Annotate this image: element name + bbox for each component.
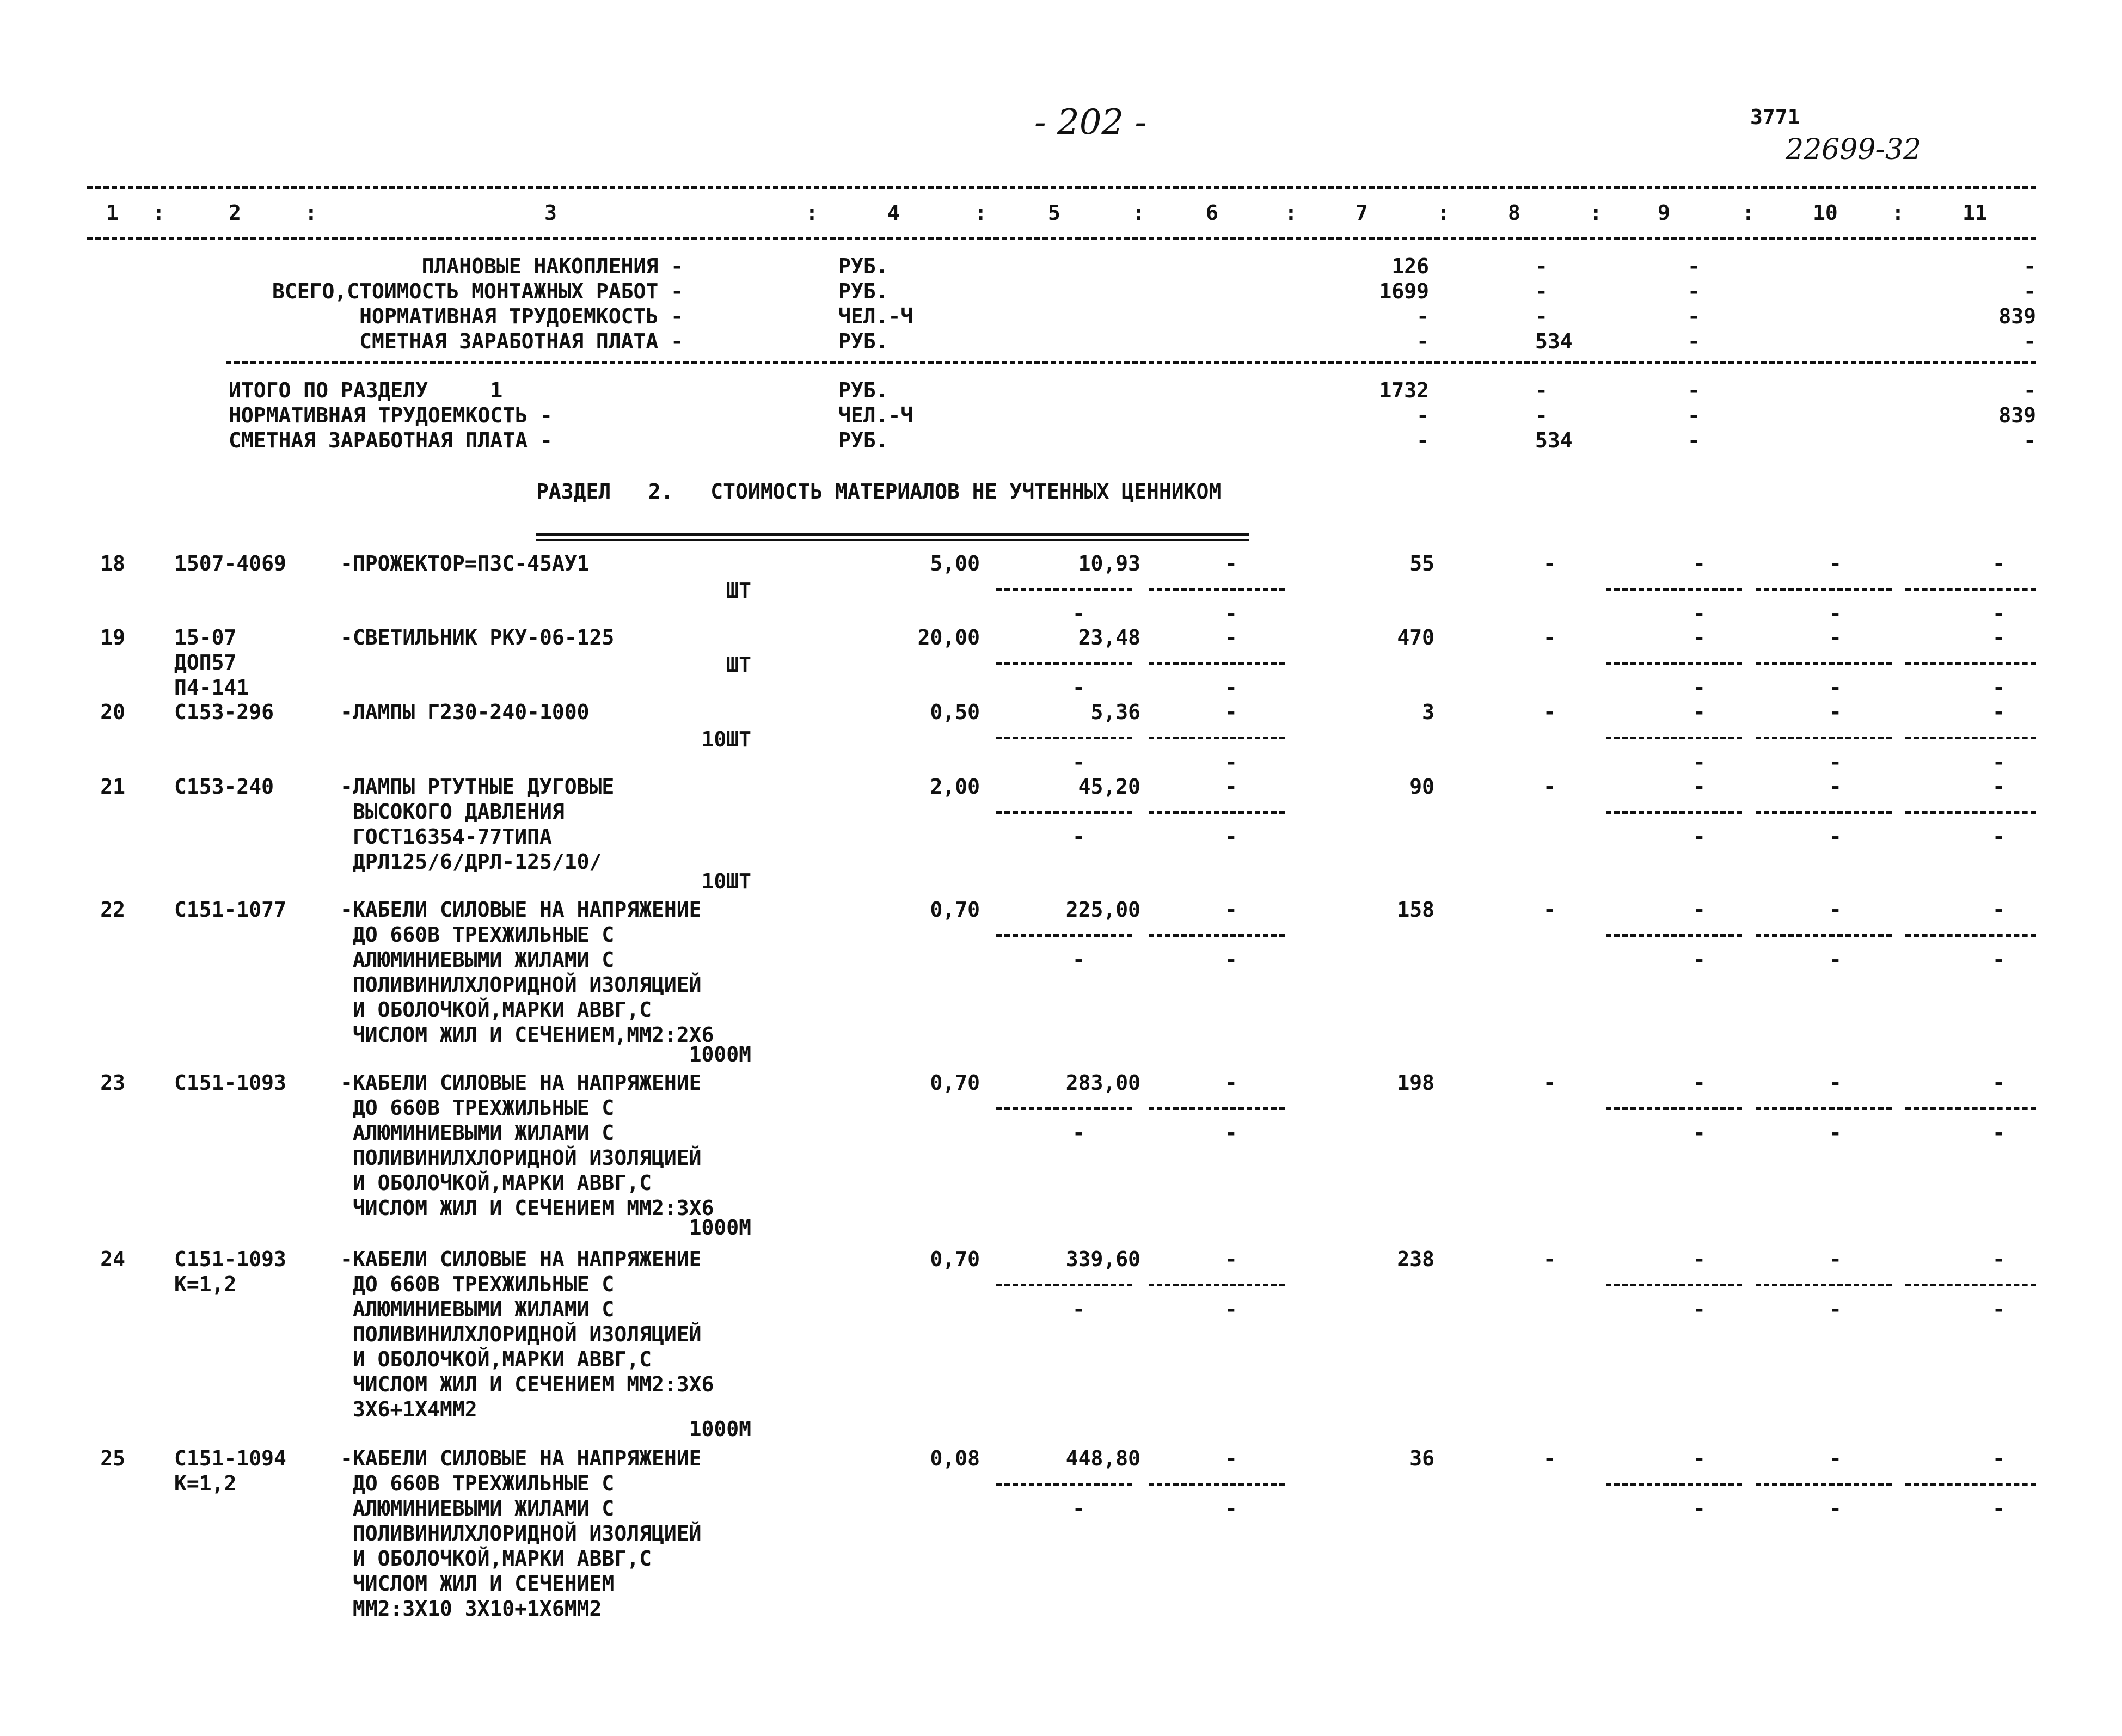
item-description: ВЫСОКОГО ДАВЛЕНИЯ [340,800,565,824]
item-col10: - [1829,700,1842,724]
item-rule-price [996,662,1132,665]
item-price-code: 15-07 [174,625,237,649]
section-title-underline [536,533,1249,541]
item-price-code: П4-141 [174,676,249,700]
item-rule-col11 [1905,1483,2036,1486]
summary_rows-col11: - [2023,279,2036,303]
summary_rows-col9: - [1688,279,1700,303]
item-description: -КАБЕЛИ СИЛОВЫЕ НА НАПРЯЖЕНИЕ [340,898,702,922]
section-title: РАЗДЕЛ 2. СТОИМОСТЬ МАТЕРИАЛОВ НЕ УЧТЕННЫХ ЦЕННИКОМ [536,480,1222,504]
item-rule-price [996,1284,1132,1286]
item-description: И ОБОЛОЧКОЙ,МАРКИ АВВГ,С [340,998,652,1022]
item-unit-price: 10,93 [1078,551,1140,575]
item-col8: - [1543,700,1556,724]
total_rows-unit: ЧЕЛ.-Ч [838,403,913,427]
item-col10: - [1829,775,1842,799]
item-col6: - [1225,1247,1237,1271]
summary_rows-col8: 534 [1535,329,1573,353]
item-lower-dash: - [1992,602,2005,625]
column-separator: : [1742,201,1755,225]
item-lower-dash: - [1829,1121,1842,1145]
item-rule-col9 [1606,1284,1742,1286]
item-description: И ОБОЛОЧКОЙ,МАРКИ АВВГ,С [340,1547,652,1571]
summary_rows-col11: - [2023,329,2036,353]
summary_rows-col7: 126 [1391,254,1429,278]
summary_rows-unit: РУБ. [838,329,888,353]
item-quantity: 0,70 [930,898,980,922]
item-lower-dash: - [1829,825,1842,849]
item-rule-col10 [1756,811,1892,814]
item-number: 22 [100,898,125,922]
column-header-8: 8 [1508,201,1520,225]
item-unit-price: 225,00 [1065,898,1140,922]
item-description: ПОЛИВИНИЛХЛОРИДНОЙ ИЗОЛЯЦИЕЙ [340,1522,702,1545]
item-rule-col11 [1905,1284,2036,1286]
item-quantity: 0,70 [930,1071,980,1095]
item-lower-dash: - [1225,750,1237,774]
item-rule-price [996,588,1132,591]
item-rule-col10 [1756,1107,1892,1110]
item-rule-col6 [1149,588,1285,591]
column-separator: : [305,201,317,225]
total_rows-label: НОРМАТИВНАЯ ТРУДОЕМКОСТЬ - [229,403,553,427]
summary_rows-col9: - [1688,304,1700,328]
item-price-code: К=1,2 [174,1471,237,1495]
item-description: -ЛАМПЫ РТУТНЫЕ ДУГОВЫЕ [340,775,615,799]
item-price-code: С151-1093 [174,1071,286,1095]
item-unit: ШТ [726,653,751,677]
item-col8: - [1543,775,1556,799]
item-lower-dash: - [1072,750,1085,774]
item-lower-dash: - [1225,825,1237,849]
item-rule-col9 [1606,1483,1742,1486]
item-quantity: 0,70 [930,1247,980,1271]
column-header-3: 3 [544,201,557,225]
item-col9: - [1693,1446,1706,1470]
item-price-code: С151-1094 [174,1446,286,1470]
total_rows-col11: 839 [1998,403,2036,427]
item-rule-col6 [1149,1483,1285,1486]
total_rows-col9: - [1688,378,1700,402]
item-lower-dash: - [1225,1297,1237,1321]
summary_rows-col7: - [1416,304,1429,328]
item-description: ГОСТ16354-77ТИПА [340,825,552,849]
item-lower-dash: - [1072,1297,1085,1321]
total_rows-col7: 1732 [1379,378,1429,402]
item-price-code: С151-1077 [174,898,286,922]
summary_rows-label: НОРМАТИВНАЯ ТРУДОЕМКОСТЬ - [359,304,683,328]
item-lower-dash: - [1992,948,2005,972]
item-quantity: 5,00 [930,551,980,575]
total_rows-col9: - [1688,403,1700,427]
summary_rows-unit: ЧЕЛ.-Ч [838,304,913,328]
item-col8: - [1543,1247,1556,1271]
column-separator: : [1892,201,1904,225]
item-unit: 10ШТ [701,869,751,893]
item-lower-dash: - [1992,825,2005,849]
item-unit-price: 5,36 [1090,700,1140,724]
item-rule-col9 [1606,934,1742,937]
item-lower-dash: - [1693,676,1706,700]
item-lower-dash: - [1992,1121,2005,1145]
item-rule-price [996,811,1132,814]
item-unit-price: 283,00 [1065,1071,1140,1095]
item-total: 470 [1397,625,1434,649]
item-col8: - [1543,1446,1556,1470]
column-header-9: 9 [1658,201,1670,225]
item-rule-col11 [1905,737,2036,739]
item-col9: - [1693,898,1706,922]
item-lower-dash: - [1072,1496,1085,1520]
item-col11: - [1992,1071,2005,1095]
total_rows-label: СМЕТНАЯ ЗАРАБОТНАЯ ПЛАТА - [229,428,553,452]
column-separator: : [1437,201,1450,225]
item-rule-col6 [1149,1284,1285,1286]
header-rule-top [87,186,2036,189]
item-rule-col6 [1149,737,1285,739]
item-col10: - [1829,1446,1842,1470]
item-total: 198 [1397,1071,1434,1095]
item-col6: - [1225,775,1237,799]
item-rule-col11 [1905,588,2036,591]
item-rule-col11 [1905,1107,2036,1110]
item-unit-price: 23,48 [1078,625,1140,649]
summary_rows-label: ПЛАНОВЫЕ НАКОПЛЕНИЯ - [421,254,683,278]
total_rows-col9: - [1688,428,1700,452]
item-lower-dash: - [1693,1121,1706,1145]
subtotal-rule [226,361,2036,364]
item-col11: - [1992,775,2005,799]
item-unit-price: 45,20 [1078,775,1140,799]
item-lower-dash: - [1829,1297,1842,1321]
item-rule-price [996,934,1132,937]
item-description: -КАБЕЛИ СИЛОВЫЕ НА НАПРЯЖЕНИЕ [340,1071,702,1095]
summary_rows-unit: РУБ. [838,254,888,278]
summary_rows-col8: - [1535,304,1548,328]
summary_rows-col11: - [2023,254,2036,278]
item-col8: - [1543,898,1556,922]
item-rule-col10 [1756,1483,1892,1486]
item-unit-price: 448,80 [1065,1446,1140,1470]
item-rule-col9 [1606,737,1742,739]
item-lower-dash: - [1829,676,1842,700]
summary_rows-col7: 1699 [1379,279,1429,303]
item-rule-col9 [1606,1107,1742,1110]
item-lower-dash: - [1693,750,1706,774]
column-header-1: 1 [106,201,119,225]
item-quantity: 0,50 [930,700,980,724]
page-number: - 202 - [1034,102,1147,143]
item-number: 18 [100,551,125,575]
item-number: 21 [100,775,125,799]
item-description: ПОЛИВИНИЛХЛОРИДНОЙ ИЗОЛЯЦИЕЙ [340,973,702,997]
summary_rows-col8: - [1535,254,1548,278]
item-rule-price [996,1107,1132,1110]
document-number: 3771 [1750,105,1800,129]
item-rule-price [996,737,1132,739]
item-col9: - [1693,551,1706,575]
item-rule-col6 [1149,934,1285,937]
item-number: 25 [100,1446,125,1470]
item-rule-col11 [1905,934,2036,937]
item-price-code: С153-240 [174,775,274,799]
item-lower-dash: - [1829,1496,1842,1520]
item-lower-dash: - [1992,750,2005,774]
summary_rows-col8: - [1535,279,1548,303]
item-rule-col11 [1905,662,2036,665]
item-price-code: ДОП57 [174,651,237,674]
item-col10: - [1829,1071,1842,1095]
column-separator: : [974,201,987,225]
item-total: 36 [1409,1446,1434,1470]
item-quantity: 2,00 [930,775,980,799]
header-rule-bottom [87,237,2036,240]
item-description: ПОЛИВИНИЛХЛОРИДНОЙ ИЗОЛЯЦИЕЙ [340,1146,702,1170]
column-header-10: 10 [1813,201,1838,225]
item-unit: 1000М [689,1417,751,1441]
item-description: -КАБЕЛИ СИЛОВЫЕ НА НАПРЯЖЕНИЕ [340,1446,702,1470]
item-description: -ПРОЖЕКТОР=ПЗС-45АУ1 [340,551,590,575]
item-rule-col6 [1149,662,1285,665]
item-col9: - [1693,1071,1706,1095]
item-quantity: 20,00 [917,625,980,649]
item-description: АЛЮМИНИЕВЫМИ ЖИЛАМИ С [340,948,615,972]
item-description: -СВЕТИЛЬНИК РКУ-06-125 [340,625,615,649]
item-col6: - [1225,551,1237,575]
item-description: ДО 660В ТРЕХЖИЛЬНЫЕ С [340,1096,615,1120]
item-lower-dash: - [1693,948,1706,972]
column-separator: : [806,201,818,225]
item-total: 158 [1397,898,1434,922]
item-lower-dash: - [1072,1121,1085,1145]
item-col8: - [1543,625,1556,649]
item-description: И ОБОЛОЧКОЙ,МАРКИ АВВГ,С [340,1171,652,1195]
item-unit: ШТ [726,579,751,603]
item-lower-dash: - [1225,1496,1237,1520]
item-rule-price [996,1483,1132,1486]
item-total: 90 [1409,775,1434,799]
column-header-2: 2 [229,201,241,225]
item-description: ДО 660В ТРЕХЖИЛЬНЫЕ С [340,1272,615,1296]
item-unit: 1000М [689,1216,751,1240]
item-lower-dash: - [1693,825,1706,849]
total_rows-col11: - [2023,428,2036,452]
item-lower-dash: - [1829,948,1842,972]
item-rule-col10 [1756,662,1892,665]
item-lower-dash: - [1992,1496,2005,1520]
item-col6: - [1225,625,1237,649]
item-number: 23 [100,1071,125,1095]
column-header-4: 4 [887,201,900,225]
item-col9: - [1693,625,1706,649]
item-rule-col6 [1149,811,1285,814]
item-number: 19 [100,625,125,649]
item-col10: - [1829,551,1842,575]
total_rows-col8: - [1535,403,1548,427]
item-col10: - [1829,1247,1842,1271]
item-rule-col6 [1149,1107,1285,1110]
item-description: ЧИСЛОМ ЖИЛ И СЕЧЕНИЕМ ММ2:3Х6 [340,1372,714,1396]
item-col11: - [1992,551,2005,575]
item-price-code: К=1,2 [174,1272,237,1296]
total_rows-col7: - [1416,428,1429,452]
item-quantity: 0,08 [930,1446,980,1470]
item-col11: - [1992,898,2005,922]
item-description: ДО 660В ТРЕХЖИЛЬНЫЕ С [340,923,615,947]
item-col10: - [1829,898,1842,922]
item-lower-dash: - [1992,1297,2005,1321]
column-separator: : [1285,201,1297,225]
total_rows-col8: - [1535,378,1548,402]
summary_rows-col11: 839 [1998,304,2036,328]
item-description: -КАБЕЛИ СИЛОВЫЕ НА НАПРЯЖЕНИЕ [340,1247,702,1271]
item-lower-dash: - [1225,948,1237,972]
item-col9: - [1693,775,1706,799]
item-lower-dash: - [1829,602,1842,625]
summary_rows-col7: - [1416,329,1429,353]
total_rows-unit: РУБ. [838,428,888,452]
item-description: ЧИСЛОМ ЖИЛ И СЕЧЕНИЕМ [340,1572,615,1596]
summary_rows-label: СМЕТНАЯ ЗАРАБОТНАЯ ПЛАТА - [359,329,683,353]
item-description: -ЛАМПЫ Г230-240-1000 [340,700,590,724]
summary_rows-col9: - [1688,329,1700,353]
item-price-code: 1507-4069 [174,551,286,575]
item-col6: - [1225,898,1237,922]
summary_rows-unit: РУБ. [838,279,888,303]
item-number: 24 [100,1247,125,1271]
item-price-code: С153-296 [174,700,274,724]
item-lower-dash: - [1693,1297,1706,1321]
item-col11: - [1992,700,2005,724]
item-lower-dash: - [1829,750,1842,774]
item-number: 20 [100,700,125,724]
column-separator: : [152,201,165,225]
item-rule-col11 [1905,811,2036,814]
column-header-5: 5 [1048,201,1060,225]
summary_rows-col9: - [1688,254,1700,278]
item-col6: - [1225,700,1237,724]
item-rule-col10 [1756,1284,1892,1286]
item-lower-dash: - [1072,676,1085,700]
item-description: ММ2:3Х10 3Х10+1Х6ММ2 [340,1597,602,1621]
item-col8: - [1543,1071,1556,1095]
total_rows-unit: РУБ. [838,378,888,402]
item-lower-dash: - [1225,676,1237,700]
item-description: АЛЮМИНИЕВЫМИ ЖИЛАМИ С [340,1297,615,1321]
item-total: 3 [1422,700,1434,724]
item-col9: - [1693,700,1706,724]
item-lower-dash: - [1992,676,2005,700]
item-description: ДО 660В ТРЕХЖИЛЬНЫЕ С [340,1471,615,1495]
item-description: ЧИСЛОМ ЖИЛ И СЕЧЕНИЕМ ММ2:3Х6 [340,1196,714,1220]
item-lower-dash: - [1693,1496,1706,1520]
item-lower-dash: - [1225,1121,1237,1145]
item-col6: - [1225,1446,1237,1470]
item-description: ДРЛ125/6/ДРЛ-125/10/ [340,850,602,874]
column-separator: : [1132,201,1145,225]
item-lower-dash: - [1072,602,1085,625]
item-total: 55 [1409,551,1434,575]
item-description: ПОЛИВИНИЛХЛОРИДНОЙ ИЗОЛЯЦИЕЙ [340,1322,702,1346]
item-lower-dash: - [1693,602,1706,625]
item-lower-dash: - [1072,948,1085,972]
item-description: АЛЮМИНИЕВЫМИ ЖИЛАМИ С [340,1496,615,1520]
item-description: И ОБОЛОЧКОЙ,МАРКИ АВВГ,С [340,1347,652,1371]
summary_rows-label: ВСЕГО,СТОИМОСТЬ МОНТАЖНЫХ РАБОТ - [272,279,683,303]
item-price-code: С151-1093 [174,1247,286,1271]
item-description: 3Х6+1Х4ММ2 [340,1397,477,1421]
item-description: ЧИСЛОМ ЖИЛ И СЕЧЕНИЕМ,ММ2:2Х6 [340,1023,714,1047]
item-col10: - [1829,625,1842,649]
item-description: АЛЮМИНИЕВЫМИ ЖИЛАМИ С [340,1121,615,1145]
total_rows-col8: 534 [1535,428,1573,452]
item-unit: 1000М [689,1042,751,1066]
item-col8: - [1543,551,1556,575]
item-rule-col10 [1756,934,1892,937]
item-rule-col9 [1606,588,1742,591]
column-separator: : [1590,201,1602,225]
item-col9: - [1693,1247,1706,1271]
item-rule-col10 [1756,588,1892,591]
item-col6: - [1225,1071,1237,1095]
item-unit-price: 339,60 [1065,1247,1140,1271]
total_rows-col11: - [2023,378,2036,402]
item-col11: - [1992,1446,2005,1470]
item-col11: - [1992,625,2005,649]
item-total: 238 [1397,1247,1434,1271]
item-rule-col9 [1606,811,1742,814]
column-header-11: 11 [1962,201,1988,225]
total_rows-label: ИТОГО ПО РАЗДЕЛУ 1 [229,378,503,402]
item-unit: 10ШТ [701,727,751,751]
column-header-7: 7 [1356,201,1368,225]
item-rule-col10 [1756,737,1892,739]
column-header-6: 6 [1206,201,1218,225]
item-rule-col9 [1606,662,1742,665]
project-code: 22699-32 [1786,133,1922,166]
item-lower-dash: - [1225,602,1237,625]
item-col11: - [1992,1247,2005,1271]
item-lower-dash: - [1072,825,1085,849]
total_rows-col7: - [1416,403,1429,427]
